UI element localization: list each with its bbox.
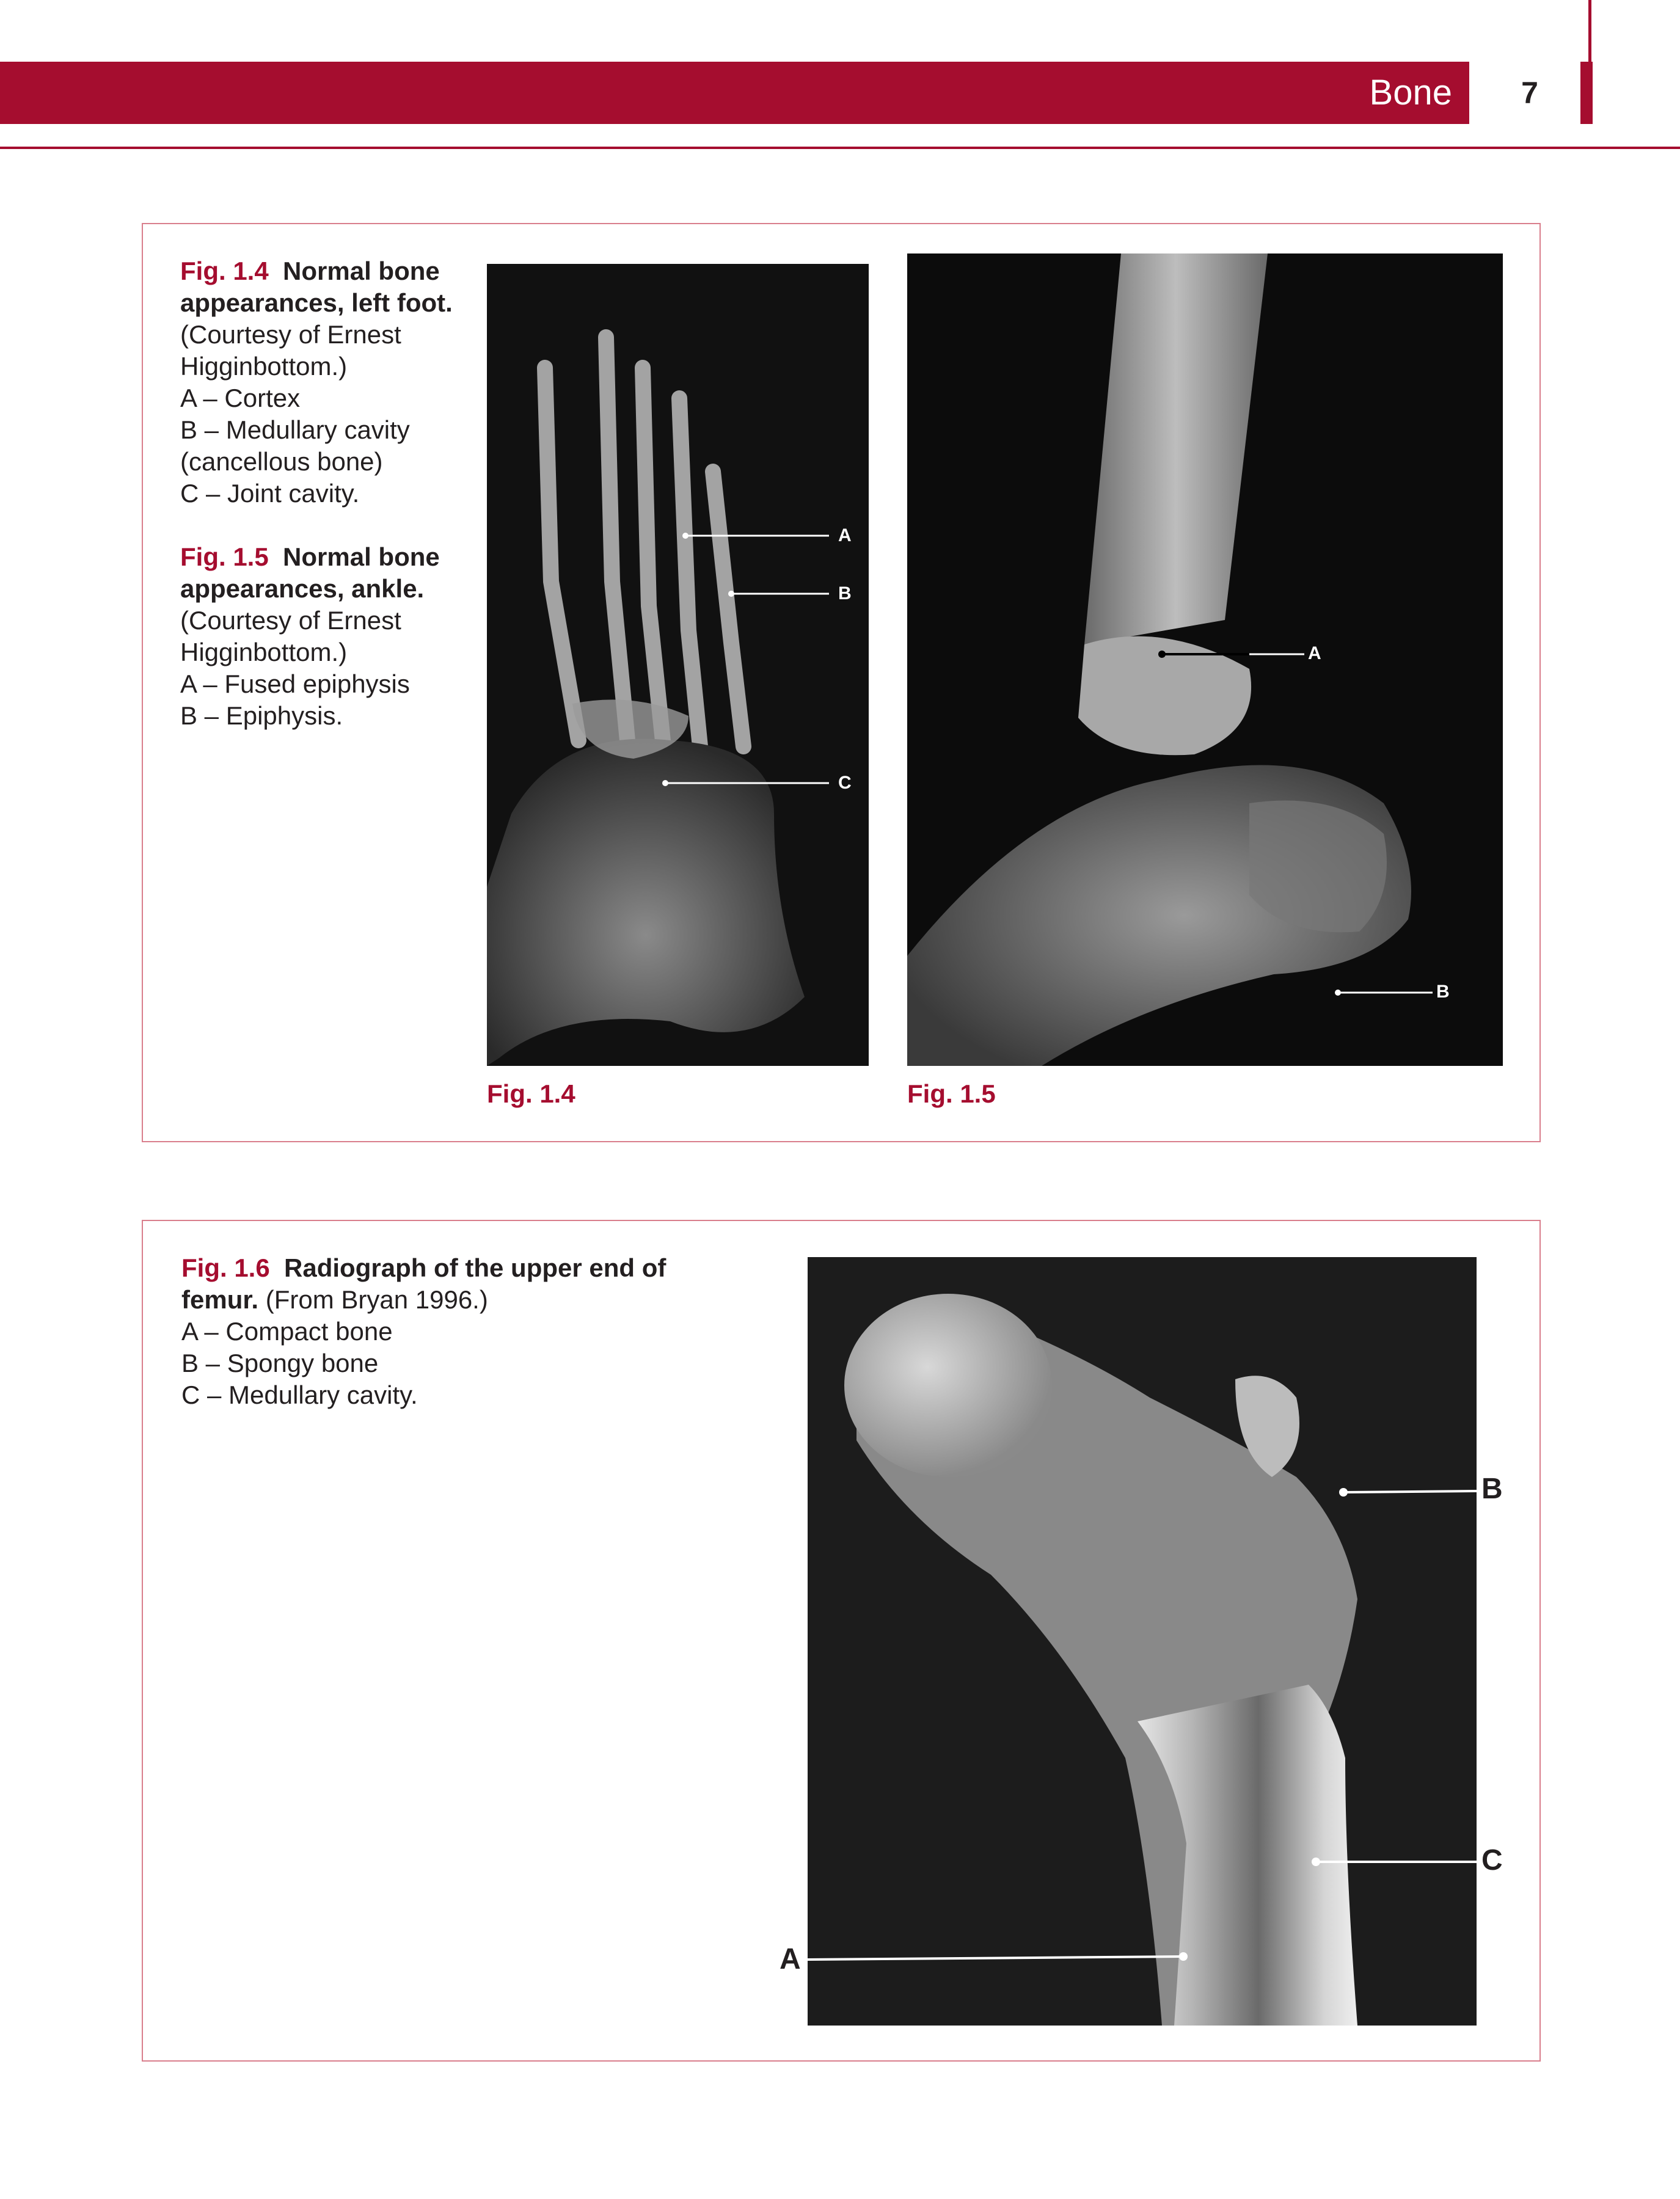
caption-heading bbox=[181, 1252, 731, 1316]
caption-item: A – Cortex bbox=[180, 384, 301, 412]
caption-title: Normal bone appearances, left foot. bbox=[180, 257, 453, 317]
caption-item: B – Epiphysis. bbox=[180, 701, 343, 730]
header-band bbox=[0, 62, 1469, 124]
femur-xray-illustration bbox=[808, 1257, 1477, 2026]
marker-label-b: B bbox=[1436, 982, 1450, 1002]
figure-captions-1-4-1-5 bbox=[180, 255, 455, 732]
marker-label-b: B bbox=[1481, 1473, 1503, 1505]
caption-label: Fig. 1.4 bbox=[180, 257, 269, 285]
section-title: Bone bbox=[1369, 73, 1452, 112]
caption-credit: (Courtesy of Ernest Higginbottom.) bbox=[180, 320, 401, 381]
caption-fig-1-4 bbox=[180, 255, 455, 382]
marker-label-b: B bbox=[838, 583, 852, 604]
page-number: 7 bbox=[1521, 76, 1538, 110]
header-vertical-rule bbox=[1588, 0, 1591, 62]
caption-item: B – Medullary cavity (cancellous bone) bbox=[180, 415, 410, 476]
caption-credit: (From Bryan 1996.) bbox=[265, 1285, 488, 1314]
ankle-xray-illustration bbox=[907, 253, 1503, 1066]
femur-radiograph bbox=[808, 1257, 1477, 2026]
caption-label: Fig. 1.6 bbox=[181, 1253, 270, 1282]
caption-item: A – Compact bone bbox=[181, 1317, 393, 1346]
header-rule bbox=[0, 147, 1680, 149]
header-tab-marker bbox=[1580, 62, 1593, 124]
marker-label-c: C bbox=[838, 773, 852, 793]
caption-item: C – Joint cavity. bbox=[180, 479, 360, 508]
marker-label-a: A bbox=[838, 525, 852, 545]
ankle-radiograph bbox=[907, 253, 1503, 1066]
caption-fig-1-6 bbox=[181, 1252, 731, 1411]
caption-title: Normal bone appearances, ankle. bbox=[180, 542, 440, 603]
figure-tag-1-5: Fig. 1.5 bbox=[907, 1079, 996, 1108]
caption-item: A – Fused epiphysis bbox=[180, 669, 410, 698]
caption-fig-1-5 bbox=[180, 541, 455, 668]
caption-title: Radiograph of the upper end of femur. bbox=[181, 1253, 667, 1314]
caption-item: B – Spongy bone bbox=[181, 1349, 379, 1377]
caption-gap bbox=[180, 509, 455, 541]
marker-label-a: A bbox=[1308, 643, 1321, 663]
figure-tag-1-4: Fig. 1.4 bbox=[487, 1079, 575, 1108]
caption-item: C – Medullary cavity. bbox=[181, 1380, 418, 1409]
caption-label: Fig. 1.5 bbox=[180, 542, 269, 571]
caption-credit: (Courtesy of Ernest Higginbottom.) bbox=[180, 606, 401, 666]
foot-xray-illustration bbox=[487, 264, 869, 1066]
marker-label-a: A bbox=[780, 1943, 801, 1975]
foot-radiograph bbox=[487, 264, 869, 1066]
marker-label-c: C bbox=[1481, 1844, 1503, 1876]
